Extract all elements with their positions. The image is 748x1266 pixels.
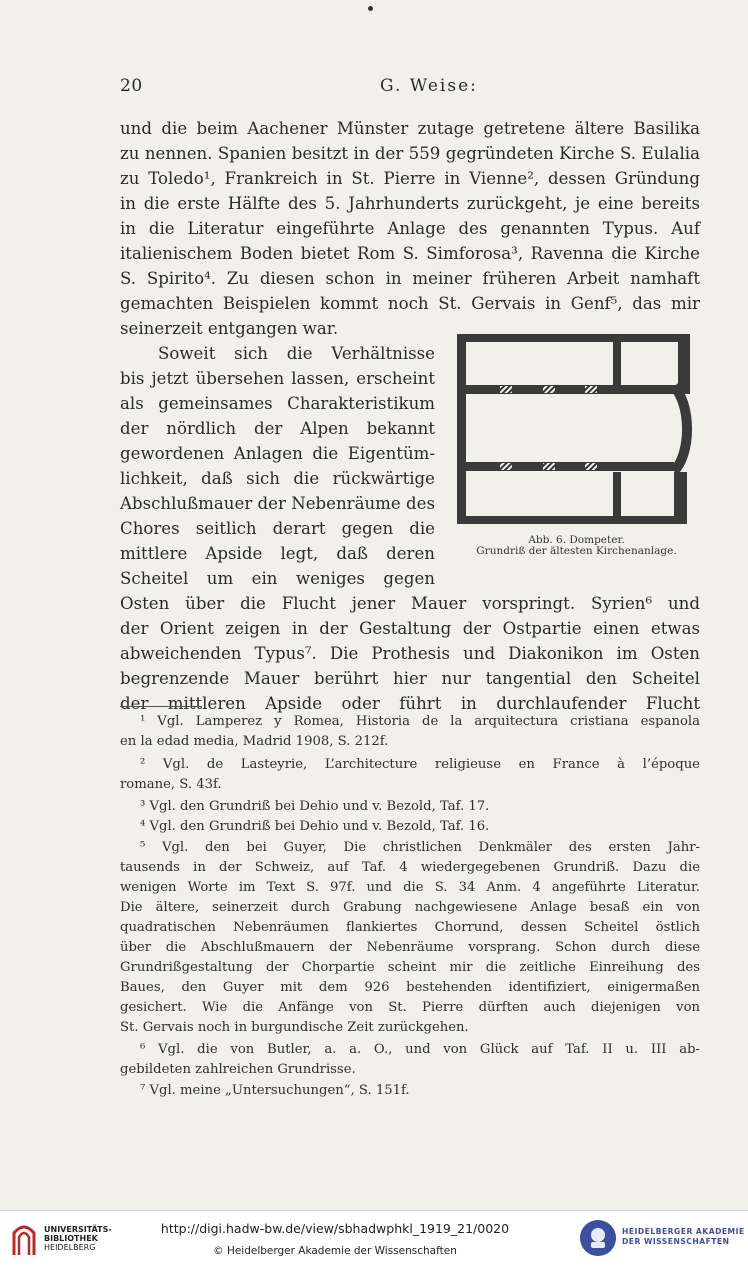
university-library-label xyxy=(44,1225,112,1252)
figure-caption-subtitle: Grundriß der ältesten Kirchenanlage. xyxy=(476,545,677,557)
body-line: Osten über die Flucht jener Mauer vorspringt. Syrien⁶ und xyxy=(120,594,700,613)
body-line: seinerzeit entgangen war. xyxy=(120,319,339,338)
body-line: italienischem Boden bietet Rom S. Simforosa³, Ravenna die Kirche xyxy=(120,244,700,263)
footnote-rule xyxy=(120,706,202,707)
body-line: mittlere Apside legt, daß deren xyxy=(120,544,435,563)
body-line: lichkeit, daß sich die rückwärtige xyxy=(120,469,435,488)
footnote-line: wenigen Worte im Text S. 97f. und die S. 34 Anm. 4 angeführte Literatur. xyxy=(120,880,700,895)
body-line: der Orient zeigen in der Gestaltung der Ostpartie einen etwas xyxy=(120,619,700,638)
library-name-line: UNIVERSITÄTS- xyxy=(44,1225,112,1234)
footnote-line: ⁶ Vgl. die von Butler, a. a. O., und von Glück auf Taf. II u. III ab- xyxy=(140,1042,700,1057)
academy-name-line: HEIDELBERGER AKADEMIE xyxy=(622,1227,745,1236)
footnote-line: ¹ Vgl. Lamperez y Romea, Historia de la arquitectura cristiana espanola xyxy=(140,714,700,729)
body-line: zu nennen. Spanien besitzt in der 559 gegründeten Kirche S. Eulalia xyxy=(120,144,700,163)
body-line: der nördlich der Alpen bekannt xyxy=(120,419,435,438)
footnote-line: St. Gervais noch in burgundische Zeit zurückgehen. xyxy=(120,1020,469,1035)
viewer-footer xyxy=(0,1210,748,1266)
body-line: Soweit sich die Verhältnisse xyxy=(158,344,435,363)
body-line: gemachten Beispielen kommt noch St. Gervais in Genf⁵, das mir xyxy=(120,294,700,313)
footnote-line: romane, S. 43f. xyxy=(120,777,222,792)
university-library-logo-icon[interactable] xyxy=(10,1219,38,1259)
copyright-notice: © Heidelberger Akademie der Wissenschaften xyxy=(213,1245,457,1257)
footnote-line: über die Abschlußmauern der Nebenräume vorsprang. Schon durch diese xyxy=(120,940,700,955)
footnote-line: quadratischen Nebenräumen flankiertes Chorrund, dessen Scheitel östlich xyxy=(120,920,700,935)
permalink-url[interactable]: http://digi.hadw-bw.de/view/sbhadwphkl_1919_21/0020 xyxy=(160,1221,510,1236)
body-line: Chores seitlich derart gegen die xyxy=(120,519,435,538)
footnote-line: Baues, den Guyer mit dem 926 bestehenden identifiziert, einigermaßen xyxy=(120,980,700,995)
ground-plan-figure xyxy=(455,332,698,530)
footnote-line: Die ältere, seinerzeit durch Grabung nachgewiesene Anlage besaß ein von xyxy=(120,900,700,915)
footnote-line: Grundrißgestaltung der Chorpartie scheint mir die zeitliche Einreihung des xyxy=(120,960,700,975)
body-line: begrenzende Mauer berührt hier nur tangential den Scheitel xyxy=(120,669,700,688)
figure-caption-title: Abb. 6. Dompeter. xyxy=(528,534,625,546)
page-number: 20 xyxy=(120,76,143,96)
academy-logo-icon[interactable] xyxy=(580,1220,616,1256)
body-line: in die Literatur eingeführte Anlage des genannten Typus. Auf xyxy=(120,219,700,238)
body-line: als gemeinsames Charakteristikum xyxy=(120,394,435,413)
footnote-line: ⁷ Vgl. meine „Untersuchungen“, S. 151f. xyxy=(140,1083,410,1098)
library-name-line: HEIDELBERG xyxy=(44,1243,96,1252)
footnote-line: ⁴ Vgl. den Grundriß bei Dehio und v. Bezold, Taf. 16. xyxy=(140,819,490,834)
academy-label xyxy=(622,1227,745,1247)
footnote-line: tausends in der Schweiz, auf Taf. 4 wiedergegebenen Grundriß. Dazu die xyxy=(120,860,700,875)
footnote-line: gesichert. Wie die Anfänge von St. Pierre dürften auch diejenigen von xyxy=(120,1000,700,1015)
body-line: der mittleren Apside oder führt in durchlaufender Flucht xyxy=(120,694,700,713)
running-header xyxy=(120,76,700,98)
scan-speck xyxy=(368,6,373,11)
body-line: gewordenen Anlagen die Eigentüm- xyxy=(120,444,435,463)
footnote-line: gebildeten zahlreichen Grundrisse. xyxy=(120,1062,356,1077)
running-title: G. Weise: xyxy=(380,76,478,96)
body-line: S. Spirito⁴. Zu diesen schon in meiner früheren Arbeit namhaft xyxy=(120,269,700,288)
library-name-line: BIBLIOTHEK xyxy=(44,1234,98,1243)
academy-name-line: DER WISSENSCHAFTEN xyxy=(622,1237,730,1246)
body-line: zu Toledo¹, Frankreich in St. Pierre in Vienne², dessen Gründung xyxy=(120,169,700,188)
footnote-line: ⁵ Vgl. den bei Guyer, Die christlichen Denkmäler des ersten Jahr- xyxy=(140,840,700,855)
body-line: Abschlußmauer der Nebenräume des xyxy=(120,494,435,513)
footnote-line: en la edad media, Madrid 1908, S. 212f. xyxy=(120,734,389,749)
body-line: Scheitel um ein weniges gegen xyxy=(120,569,435,588)
body-line: und die beim Aachener Münster zutage getretene ältere Basilika xyxy=(120,119,700,138)
body-line: in die erste Hälfte des 5. Jahrhunderts zurückgeht, je eine bereits xyxy=(120,194,700,213)
footnote-line: ² Vgl. de Lasteyrie, L’architecture religieuse en France à l’époque xyxy=(140,757,700,772)
body-line: abweichenden Typus⁷. Die Prothesis und Diakonikon im Osten xyxy=(120,644,700,663)
body-line: bis jetzt übersehen lassen, erscheint xyxy=(120,369,435,388)
footnote-line: ³ Vgl. den Grundriß bei Dehio und v. Bezold, Taf. 17. xyxy=(140,799,490,814)
